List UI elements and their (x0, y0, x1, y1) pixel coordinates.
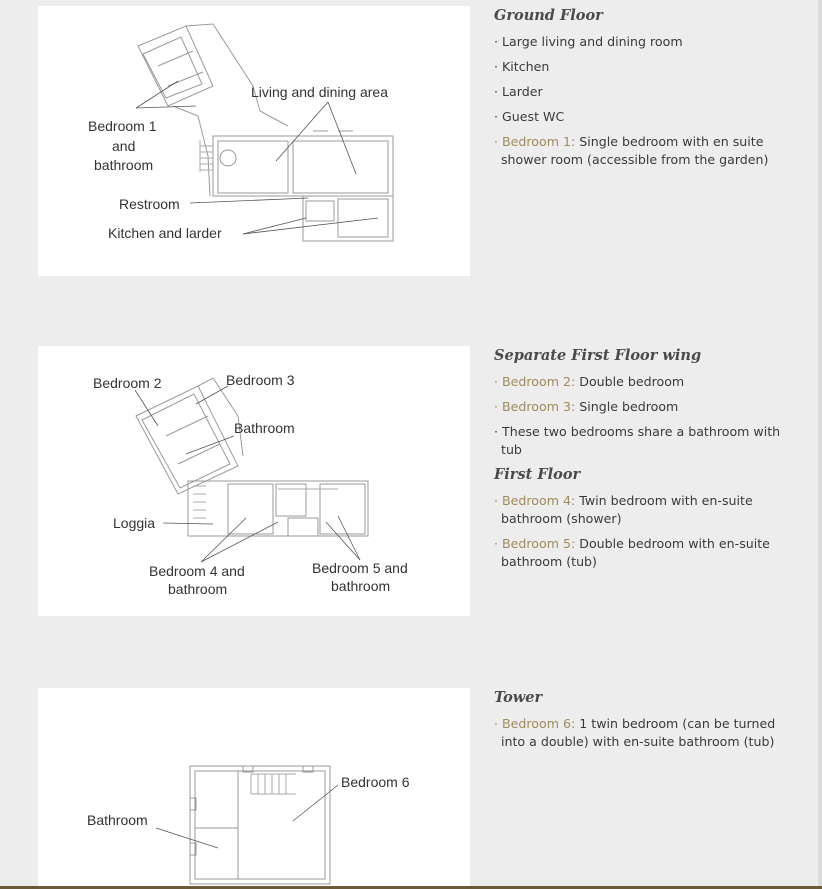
plan-label-bedroom-5-bathroom: bathroom (331, 578, 391, 594)
ground-floor-info (494, 7, 794, 176)
plan-label-bedroom-1-and: and (112, 138, 136, 154)
wing-list (494, 373, 794, 459)
list-item: · Large living and dining room (494, 34, 683, 49)
plan-label-tower-bathroom: Bathroom (87, 812, 148, 828)
plan-label-living-dining: Living and dining area (251, 84, 388, 100)
list-item: · Bedroom 6: 1 twin bedroom (can be turned into a double) with en-suite bathroom (tub) (494, 716, 776, 749)
tower-plan (38, 688, 470, 886)
plan-label-bedroom-1-bathroom: bathroom (94, 157, 154, 173)
plan-label-bedroom-6: Bedroom 6 (341, 774, 410, 790)
plan-label-bedroom-1: Bedroom 1 (88, 118, 157, 134)
page-right-edge (818, 0, 822, 889)
wing-title: Separate First Floor wing (494, 347, 702, 364)
first-floor-title: First Floor (494, 466, 581, 483)
tower-info (494, 689, 794, 758)
plan-label-bedroom-3: Bedroom 3 (226, 372, 295, 388)
plan-label-bathroom: Bathroom (234, 420, 295, 436)
plan-label-bedroom-5: Bedroom 5 and (312, 560, 408, 576)
tower-title: Tower (494, 689, 543, 706)
list-item: · Guest WC (494, 109, 565, 124)
list-item: · Bedroom 4: Twin bedroom with en-suite bathroom (shower) (494, 493, 753, 526)
list-item: · Bedroom 3: Single bedroom (494, 399, 679, 414)
ground-floor-plan (38, 6, 470, 276)
plan-label-bedroom-4-bathroom: bathroom (168, 581, 228, 597)
ground-floor-title: Ground Floor (494, 7, 603, 24)
wing-info (494, 347, 794, 578)
list-item: · Kitchen (494, 59, 550, 74)
ground-floor-list (494, 33, 794, 169)
plan-label-loggia: Loggia (113, 515, 156, 531)
plan-label-bedroom-4: Bedroom 4 and (149, 563, 245, 579)
list-item: · Bedroom 5: Double bedroom with en-suite bathroom (tub) (494, 536, 770, 569)
list-item: · Bedroom 1: Single bedroom with en suite shower room (accessible from the garden) (494, 134, 769, 167)
ground-floor-plan-drawing (38, 6, 470, 276)
tower-list (494, 715, 794, 751)
list-item: · These two bedrooms share a bathroom with tub (494, 424, 781, 457)
list-item: · Bedroom 2: Double bedroom (494, 374, 685, 389)
tower-plan-drawing (38, 688, 470, 886)
list-item: · Larder (494, 84, 543, 99)
first-floor-plan (38, 346, 470, 616)
first-floor-plan-drawing (38, 346, 470, 616)
plan-label-bedroom-2: Bedroom 2 (93, 375, 162, 391)
first-floor-list (494, 492, 794, 571)
plan-label-restroom: Restroom (119, 196, 180, 212)
plan-label-kitchen-larder: Kitchen and larder (108, 225, 222, 241)
